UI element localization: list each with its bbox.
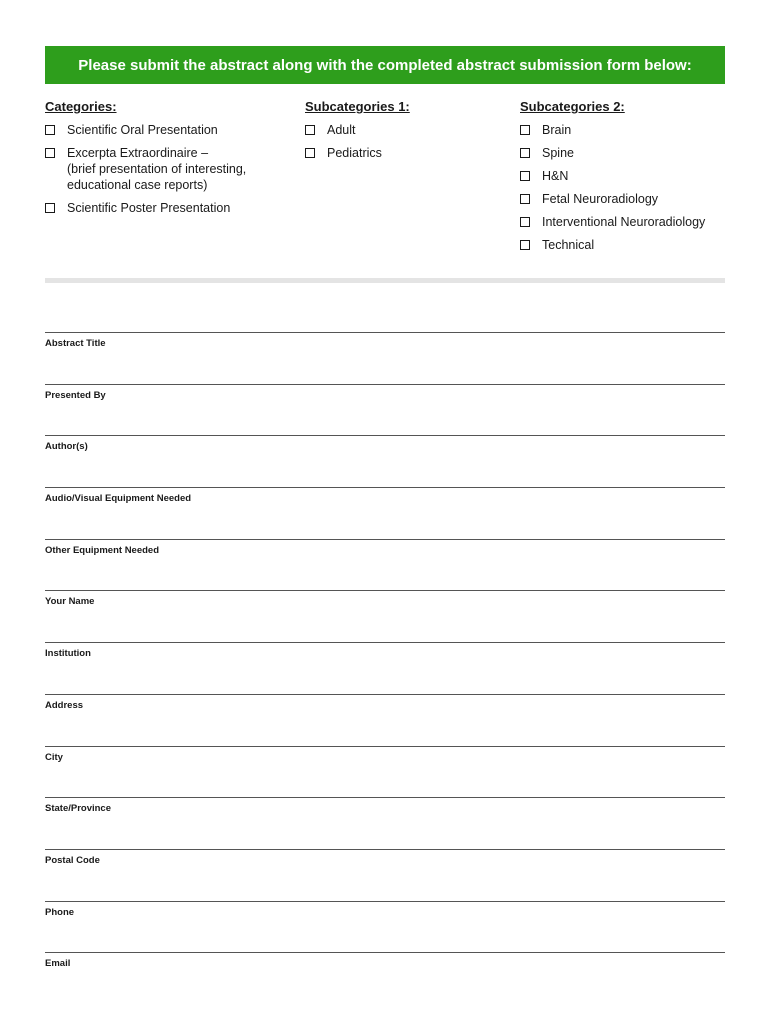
checkbox-icon[interactable] [520, 194, 530, 204]
av-equipment-field[interactable] [45, 487, 725, 539]
field-label: Phone [45, 906, 75, 918]
category-label: Excerpta Extraordinaire – (brief presentation of interesting, educational case reports) [67, 146, 247, 192]
category-option[interactable] [45, 200, 285, 216]
field-label: Your Name [45, 596, 95, 608]
subcategory1-label: Adult [327, 123, 356, 137]
checkbox-icon[interactable] [520, 171, 530, 181]
category-label: Scientific Poster Presentation [67, 201, 231, 215]
field-label: Presented By [45, 389, 106, 401]
institution-field[interactable] [45, 642, 725, 694]
address-field[interactable] [45, 694, 725, 746]
field-label: Audio/Visual Equipment Needed [45, 493, 192, 505]
subcategory1-option[interactable] [305, 145, 505, 161]
postal-code-field[interactable] [45, 849, 725, 901]
subcategory1-option[interactable] [305, 122, 505, 138]
category-option[interactable] [45, 145, 285, 193]
city-field[interactable] [45, 746, 725, 798]
checkbox-icon[interactable] [520, 240, 530, 250]
subcategory2-option[interactable] [520, 237, 730, 253]
checkbox-icon[interactable] [520, 125, 530, 135]
form-fields [45, 332, 725, 1004]
subcategory2-option[interactable] [520, 122, 730, 138]
checkbox-icon[interactable] [520, 148, 530, 158]
subcategory2-option[interactable] [520, 168, 730, 184]
categories-heading: Categories: [45, 99, 117, 114]
field-label: State/Province [45, 803, 111, 815]
checkbox-icon[interactable] [520, 217, 530, 227]
authors-field[interactable] [45, 435, 725, 487]
category-label: Scientific Oral Presentation [67, 123, 218, 137]
your-name-field[interactable] [45, 590, 725, 642]
form-banner [45, 46, 725, 84]
abstract-title-field[interactable] [45, 332, 725, 384]
presented-by-field[interactable] [45, 384, 725, 436]
field-label: Other Equipment Needed [45, 544, 160, 556]
subcategory2-label: Brain [542, 123, 572, 137]
field-label: City [45, 751, 63, 763]
subcategory2-option[interactable] [520, 214, 730, 230]
checkbox-icon[interactable] [45, 125, 55, 135]
checkbox-icon[interactable] [45, 203, 55, 213]
category-option[interactable] [45, 122, 285, 138]
phone-field[interactable] [45, 901, 725, 953]
subcategory1-label: Pediatrics [327, 146, 382, 160]
other-equipment-field[interactable] [45, 539, 725, 591]
subcategories2-heading: Subcategories 2: [520, 99, 625, 114]
subcategory2-option[interactable] [520, 145, 730, 161]
subcategory2-label: Fetal Neuroradiology [542, 192, 659, 206]
section-divider [45, 278, 725, 283]
checkbox-icon[interactable] [45, 148, 55, 158]
field-label: Author(s) [45, 441, 88, 453]
field-label: Abstract Title [45, 338, 106, 349]
checkbox-icon[interactable] [305, 148, 315, 158]
field-label: Address [45, 699, 84, 711]
banner-text: Please submit the abstract along with the completed abstract submission form below: [78, 56, 692, 74]
subcategory2-option[interactable] [520, 191, 730, 207]
subcategory2-label: H&N [542, 169, 569, 183]
subcategory2-label: Technical [542, 238, 595, 252]
field-label: Institution [45, 648, 91, 660]
state-province-field[interactable] [45, 797, 725, 849]
subcategory2-label: Spine [542, 146, 574, 160]
field-label: Postal Code [45, 854, 100, 866]
checkbox-icon[interactable] [305, 125, 315, 135]
categories-column [45, 99, 285, 223]
subcategories1-column [305, 99, 505, 168]
subcategories1-heading: Subcategories 1: [305, 99, 410, 114]
email-field[interactable] [45, 952, 725, 1004]
subcategory2-label: Interventional Neuroradiology [542, 215, 706, 229]
subcategories2-column [520, 99, 730, 260]
field-label: Email [45, 958, 71, 970]
